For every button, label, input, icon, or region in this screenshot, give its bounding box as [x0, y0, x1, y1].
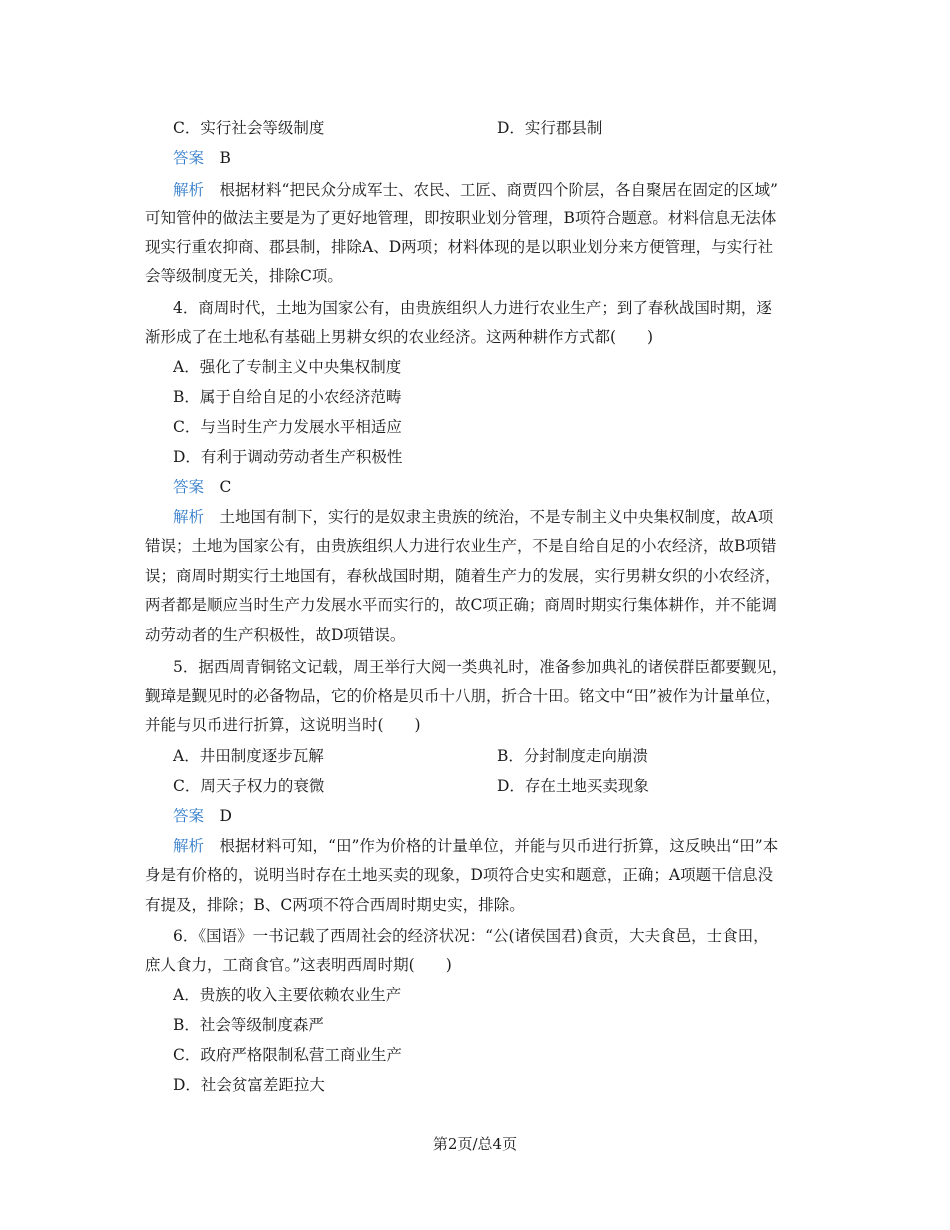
- option-c: C．政府严格限制私营工商业生产: [173, 1046, 402, 1064]
- answer-value: C: [219, 478, 232, 496]
- analysis-line: [173, 507, 843, 527]
- answer-line: [173, 806, 843, 826]
- option-a: A．强化了专制主义中央集权制度: [173, 358, 402, 376]
- analysis-text: 根据材料“把民众分成军士、农民、工匠、商贾四个阶层，各自聚居在固定的区域”: [219, 181, 778, 199]
- answer-label: 答案: [173, 149, 205, 167]
- option-c: C．实行社会等级制度: [173, 119, 325, 137]
- question-stem: 6．《国语》一书记载了西周社会的经济状况：“公(诸侯国君)食贡，大夫食邑，士食田，: [173, 927, 769, 945]
- question-stem: 渐形成了在土地私有基础上男耕女织的农业经济。这两种耕作方式都( ): [145, 328, 654, 346]
- analysis-text: 误；商周时期实行土地国有，春秋战国时期，随着生产力的发展，实行男耕女织的小农经济，: [145, 567, 781, 585]
- option-c: C．周天子权力的衰微: [173, 777, 325, 795]
- option-c: C．与当时生产力发展水平相适应: [173, 418, 402, 436]
- analysis-label: 解析: [173, 181, 205, 199]
- option-b: B．分封制度走向崩溃: [497, 747, 648, 765]
- question-stem: 觐璋是觐见时的必备物品，它的价格是贝币十八朋，折合十田。铭文中“田”被作为计量单位，: [145, 687, 781, 705]
- analysis-text: 动劳动者的生产积极性，故D项错误。: [145, 626, 406, 644]
- analysis-text: 两者都是顺应当时生产力发展水平而实行的，故C项正确；商周时期实行集体耕作，并不能调: [145, 596, 777, 614]
- analysis-line: [173, 836, 843, 856]
- option-a: A．贵族的收入主要依赖农业生产: [173, 986, 402, 1004]
- answer-value: D: [219, 807, 232, 825]
- question-stem: 庶人食力，工商食官。”这表明西周时期( ): [145, 956, 452, 974]
- answer-label: 答案: [173, 807, 205, 825]
- analysis-text: 现实行重农抑商、郡县制，排除A、D两项；材料体现的是以职业划分来方便管理，与实行社: [145, 238, 774, 256]
- question-stem: 4．商周时代，土地为国家公有，由贵族组织人力进行农业生产；到了春秋战国时期，逐: [173, 299, 772, 317]
- answer-value: B: [219, 149, 231, 167]
- option-a: A．井田制度逐步瓦解: [173, 747, 324, 765]
- option-d: D．有利于调动劳动者生产积极性: [173, 448, 403, 466]
- question-stem: 5．据西周青铜铭文记载，周王举行大阅一类典礼时，准备参加典礼的诸侯群臣都要觐见，: [173, 658, 788, 676]
- page-footer: 第2页/总4页: [432, 1135, 518, 1153]
- analysis-text: 身是有价格的，说明当时存在土地买卖的现象，D项符合史实和题意，正确；A项题干信息没: [145, 866, 774, 884]
- analysis-text: 错误；土地为国家公有，由贵族组织人力进行农业生产，不是自给自足的小农经济，故B项错: [145, 537, 777, 555]
- option-d: D．社会贫富差距拉大: [173, 1076, 325, 1094]
- option-b: B．属于自给自足的小农经济范畴: [173, 388, 402, 406]
- analysis-text: 可知管仲的做法主要是为了更好地管理，即按职业划分管理，B项符合题意。材料信息无法体: [145, 209, 777, 227]
- analysis-label: 解析: [173, 837, 205, 855]
- answer-line: [173, 477, 843, 497]
- analysis-text: 土地国有制下，实行的是奴隶主贵族的统治，不是专制主义中央集权制度，故A项: [219, 508, 774, 526]
- analysis-text: 根据材料可知，“田”作为价格的计量单位，并能与贝币进行折算，这反映出“田”本: [219, 837, 779, 855]
- analysis-text: 会等级制度无关，排除C项。: [145, 267, 343, 285]
- option-d: D．存在土地买卖现象: [497, 777, 649, 795]
- answer-label: 答案: [173, 478, 205, 496]
- answer-line: [173, 148, 843, 168]
- analysis-label: 解析: [173, 508, 205, 526]
- option-d: D．实行郡县制: [497, 119, 603, 137]
- option-b: B．社会等级制度森严: [173, 1016, 324, 1034]
- analysis-text: 有提及，排除；B、C两项不符合西周时期史实，排除。: [145, 896, 525, 914]
- analysis-line: [173, 180, 843, 200]
- question-stem: 并能与贝币进行折算，这说明当时( ): [145, 716, 421, 734]
